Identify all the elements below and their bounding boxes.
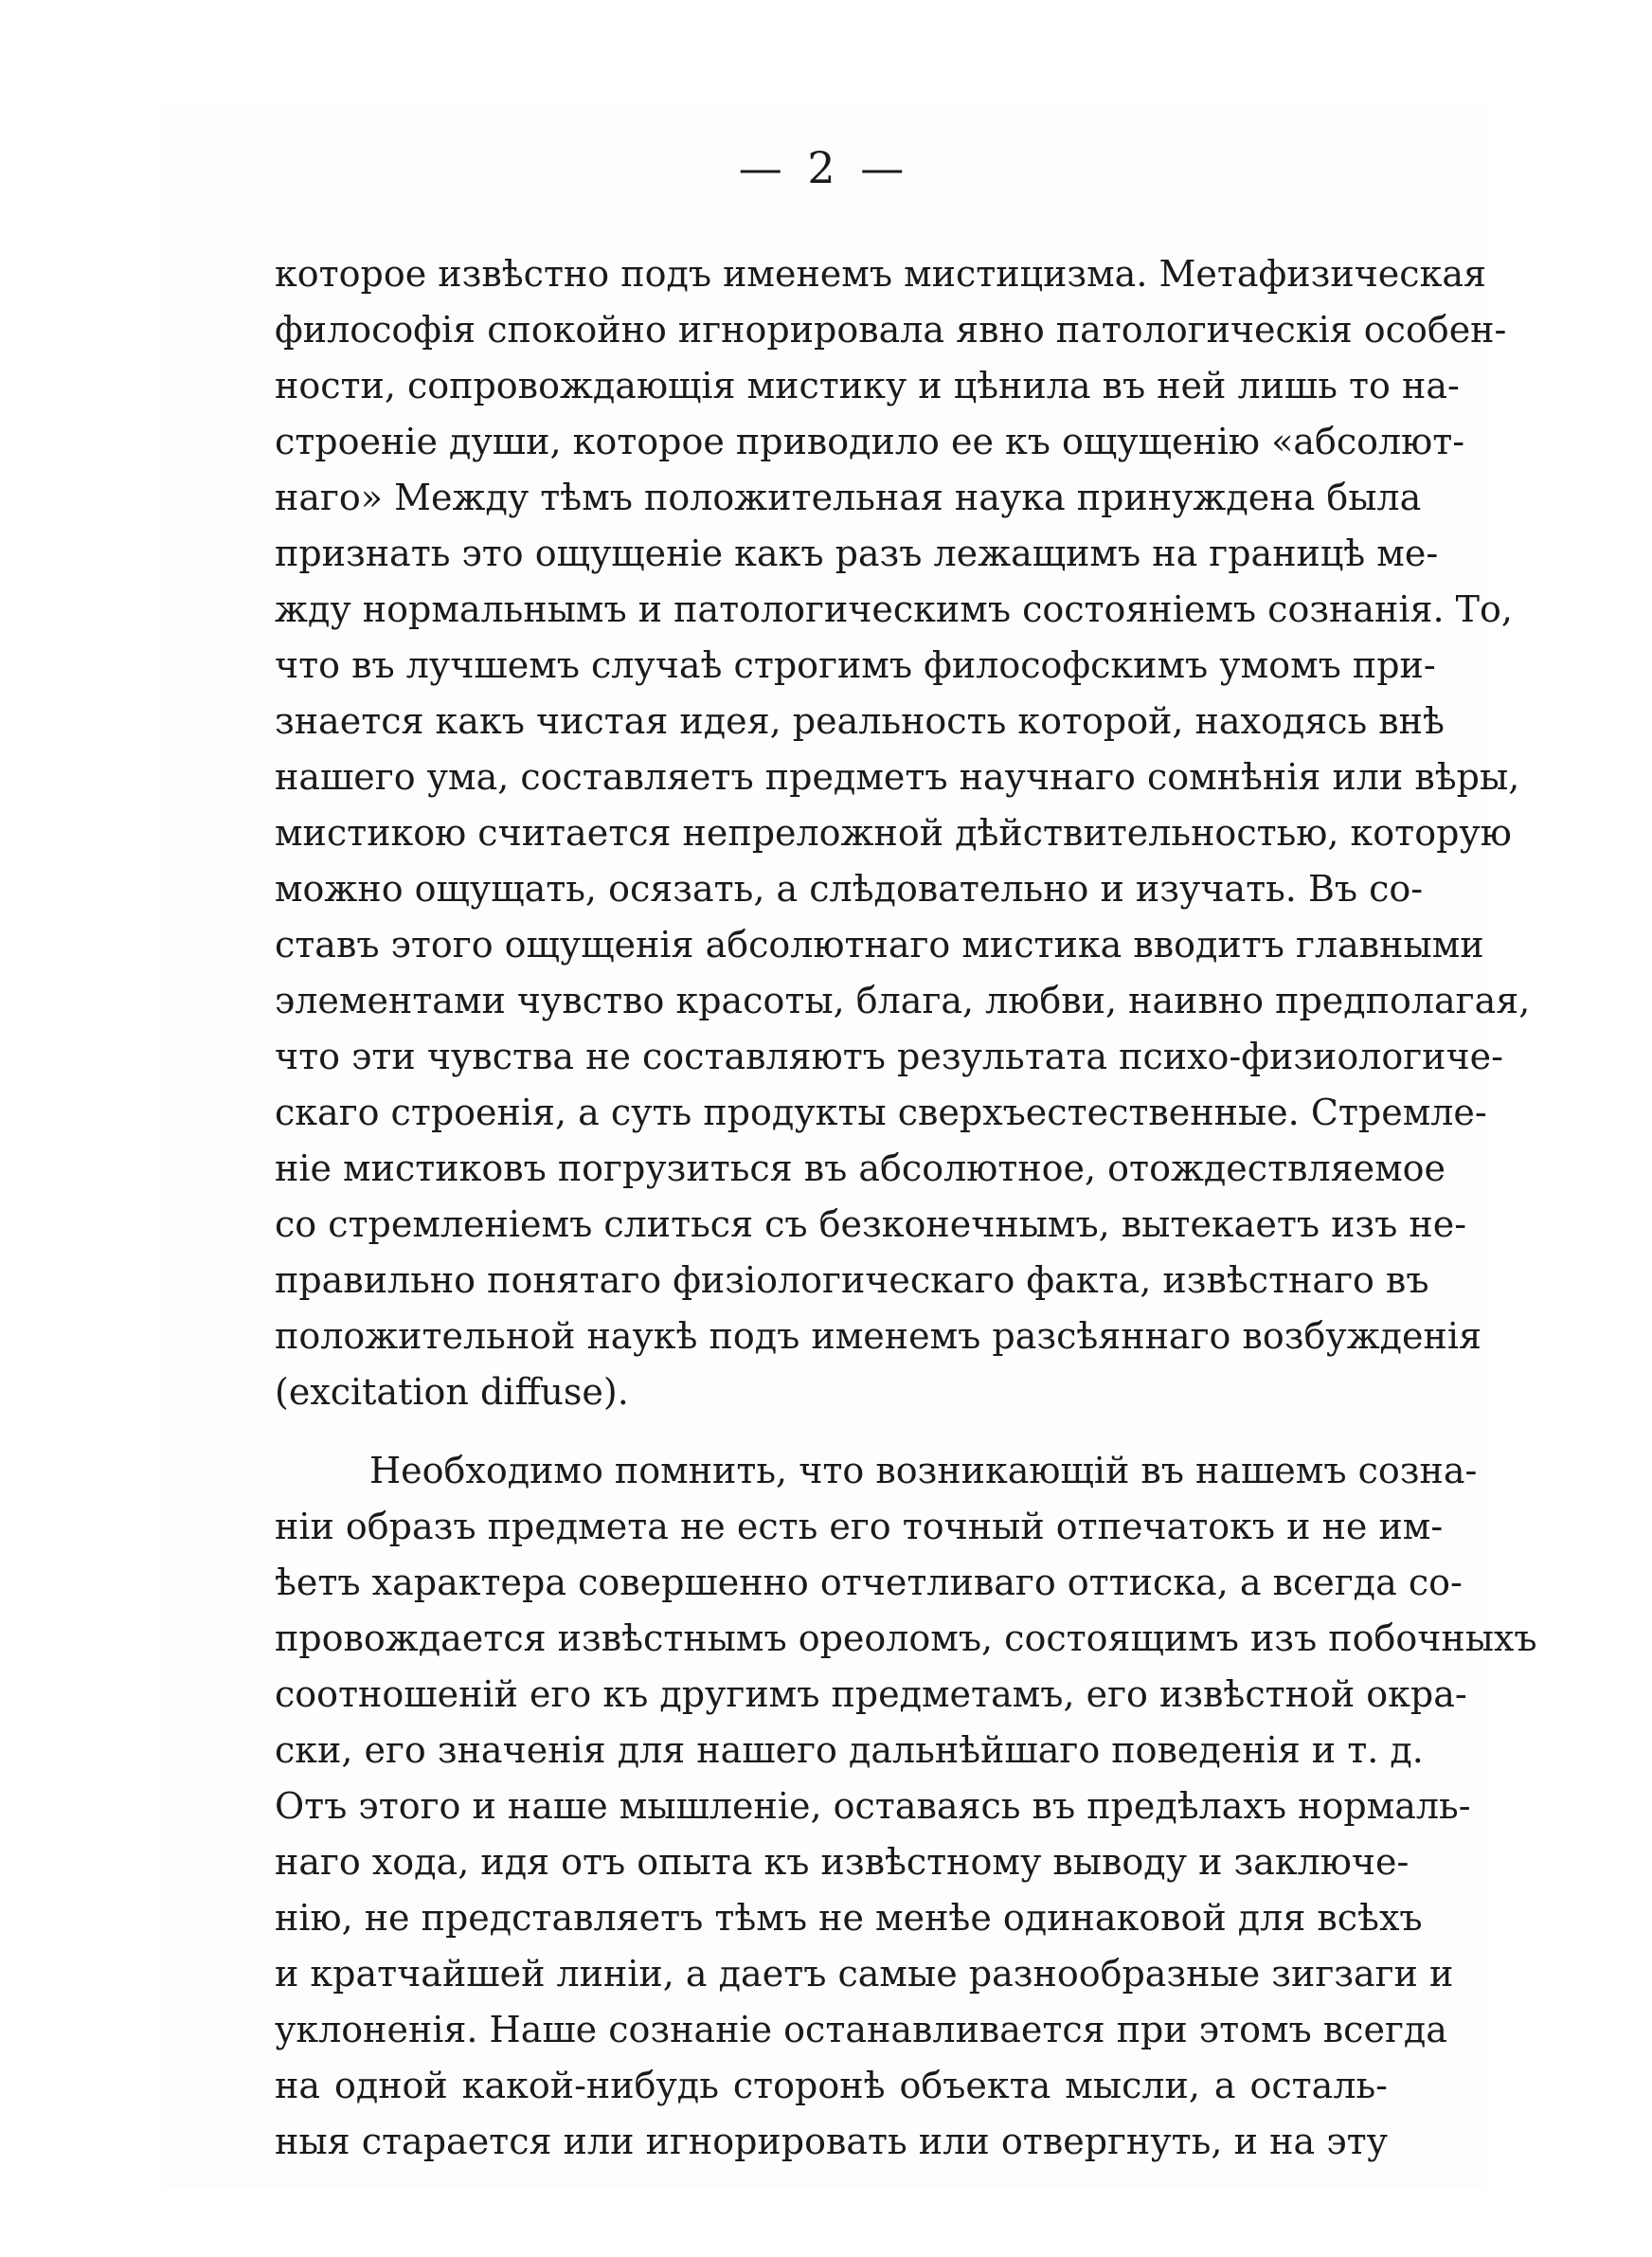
text-line: ніе мистиковъ погрузиться въ абсолютное, отождествляемое xyxy=(275,1147,1446,1189)
text-line: ски, его значенія для нашего дальнѣйшаго поведенія и т. д. xyxy=(275,1729,1424,1771)
text-line: которое извѣстно подъ именемъ мистицизма. Метафизическая xyxy=(275,253,1486,295)
text-line: ѣетъ характера совершенно отчетливаго оттиска, а всегда со- xyxy=(275,1562,1463,1603)
text-line: нію, не представляетъ тѣмъ не менѣе одинаковой для всѣхъ xyxy=(275,1897,1423,1939)
text-line: наго» Между тѣмъ положительная наука принуждена была xyxy=(275,477,1422,518)
text-line: на одной какой-нибудь сторонѣ объекта мысли, а осталь- xyxy=(275,2065,1388,2106)
text-line: жду нормальнымъ и патологическимъ состояніемъ сознанія. То, xyxy=(275,588,1513,630)
text-line: ставъ этого ощущенія абсолютнаго мистика вводитъ главными xyxy=(275,924,1484,966)
text-line: что эти чувства не составляютъ результата психо-физиологиче- xyxy=(275,1036,1503,1077)
text-line: соотношеній его къ другимъ предметамъ, его извѣстной окра- xyxy=(275,1673,1467,1715)
text-line: признать это ощущеніе какъ разъ лежащимъ на границѣ ме- xyxy=(275,533,1439,574)
text-line: правильно понятаго физіологическаго факта, извѣстнаго въ xyxy=(275,1259,1429,1301)
text-line: что въ лучшемъ случаѣ строгимъ философскимъ умомъ при- xyxy=(275,644,1436,686)
text-line: ніи образъ предмета не есть его точный отпечатокъ и не им- xyxy=(275,1506,1444,1547)
paragraph-2 xyxy=(275,1443,1537,2170)
text-line: мистикою считается непреложной дѣйствительностью, которую xyxy=(275,812,1512,854)
page-number: — 2 — xyxy=(738,142,910,193)
text-line: со стремленіемъ слиться съ безконечнымъ, вытекаетъ изъ не- xyxy=(275,1203,1467,1245)
body-text xyxy=(275,246,1537,2170)
text-line: наго хода, идя отъ опыта къ извѣстному выводу и заключе- xyxy=(275,1841,1410,1883)
text-line: (excitation diffuse). xyxy=(275,1371,629,1413)
text-line: провождается извѣстнымъ ореоломъ, состоящимъ изъ побочныхъ xyxy=(275,1617,1537,1659)
text-line: положительной наукѣ подъ именемъ разсѣяннаго возбужденія xyxy=(275,1315,1481,1357)
text-line: ныя старается или игнорировать или отвергнуть, и на эту xyxy=(275,2121,1388,2162)
text-line: знается какъ чистая идея, реальность которой, находясь внѣ xyxy=(275,700,1445,742)
text-line: и кратчайшей линіи, а даетъ самые разнообразные зигзаги и xyxy=(275,1953,1454,1995)
text-line: нашего ума, составляетъ предметъ научнаго сомнѣнія или вѣры, xyxy=(275,756,1520,798)
text-line: элементами чувство красоты, блага, любви, наивно предполагая, xyxy=(275,980,1531,1021)
text-line: философія спокойно игнорировала явно патологическія особен- xyxy=(275,309,1507,351)
text-line: строеніе души, которое приводило ее къ ощущенію «абсолют- xyxy=(275,421,1465,462)
paragraph-gap xyxy=(275,1420,1388,1443)
text-line: ности, сопровождающія мистику и цѣнила въ ней лишь то на- xyxy=(275,365,1460,406)
text-line: Необходимо помнить, что возникающій въ нашемъ созна- xyxy=(369,1450,1478,1491)
book-page xyxy=(161,104,1537,2189)
text-line: Отъ этого и наше мышленіе, оставаясь въ предѣлахъ нормаль- xyxy=(275,1785,1471,1827)
text-line: скаго строенія, а суть продукты сверхъестественные. Стремле- xyxy=(275,1092,1487,1133)
paragraph-1 xyxy=(275,246,1531,1420)
text-line: можно ощущать, осязать, а слѣдовательно и изучать. Въ со- xyxy=(275,868,1424,910)
text-line: уклоненія. Наше сознаніе останавливается при этомъ всегда xyxy=(275,2009,1447,2050)
